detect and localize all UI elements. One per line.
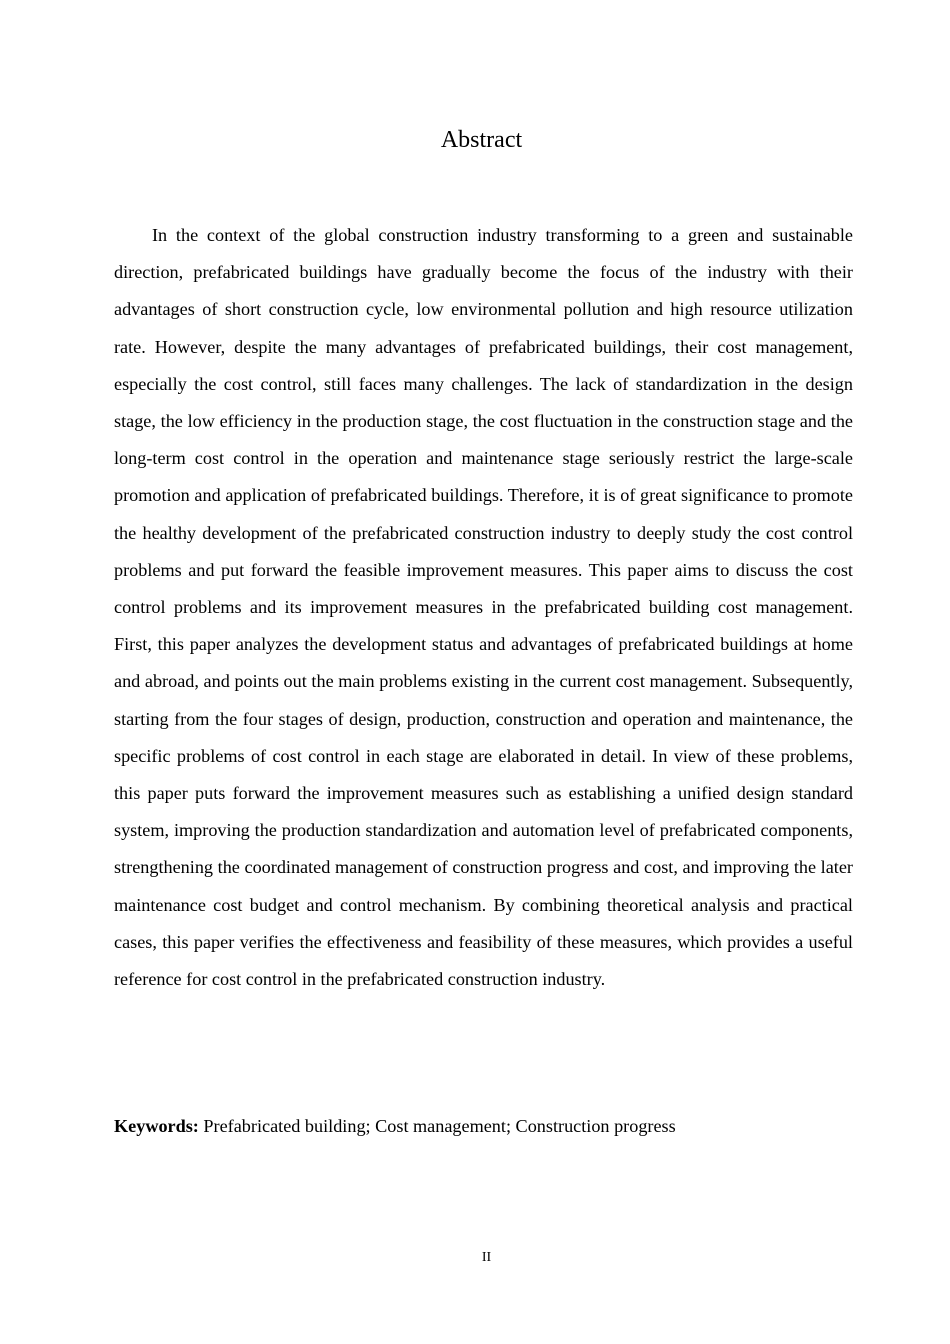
keywords-list: Prefabricated building; Cost management; Construction progress: [203, 1116, 676, 1136]
abstract-body: In the context of the global construction industry transforming to a green and sustainable direction, prefabricated buildings have gradually become the focus of the industry with their advantages of short construction cycle, low environmental pollution and high resource utilization rate. However, despite the many advantages of prefabricated buildings, their cost management, especially the cost control, still faces many challenges. The lack of standardization in the design stage, the low efficiency in the production stage, the cost fluctuation in the construction stage and the long-term cost control in the operation and maintenance stage seriously restrict the large-scale promotion and application of prefabricated buildings. Therefore, it is of great significance to promote the healthy development of the prefabricated construction industry to deeply study the cost control problems and put forward the feasible improvement measures. This paper aims to discuss the cost control problems and its improvement measures in the prefabricated building cost management. First, this paper analyzes the development status and advantages of prefabricated buildings at home and abroad, and points out the main problems existing in the current cost management. Subsequently, starting from the four stages of design, production, construction and operation and maintenance, the specific problems of cost control in each stage are elaborated in detail. In view of these problems, this paper puts forward the improvement measures such as establishing a unified design standard system, improving the production standardization and automation level of prefabricated components, strengthening the coordinated management of construction progress and cost, and improving the later maintenance cost budget and control mechanism. By combining theoretical analysis and practical cases, this paper verifies the effectiveness and feasibility of these measures, which provides a useful reference for cost control in the prefabricated construction industry.: [114, 225, 853, 990]
keywords-label: Keywords:: [114, 1116, 199, 1136]
page-number: II: [481, 1250, 492, 1265]
keywords-line: [114, 1111, 853, 1141]
abstract-title: Abstract: [440, 127, 523, 153]
